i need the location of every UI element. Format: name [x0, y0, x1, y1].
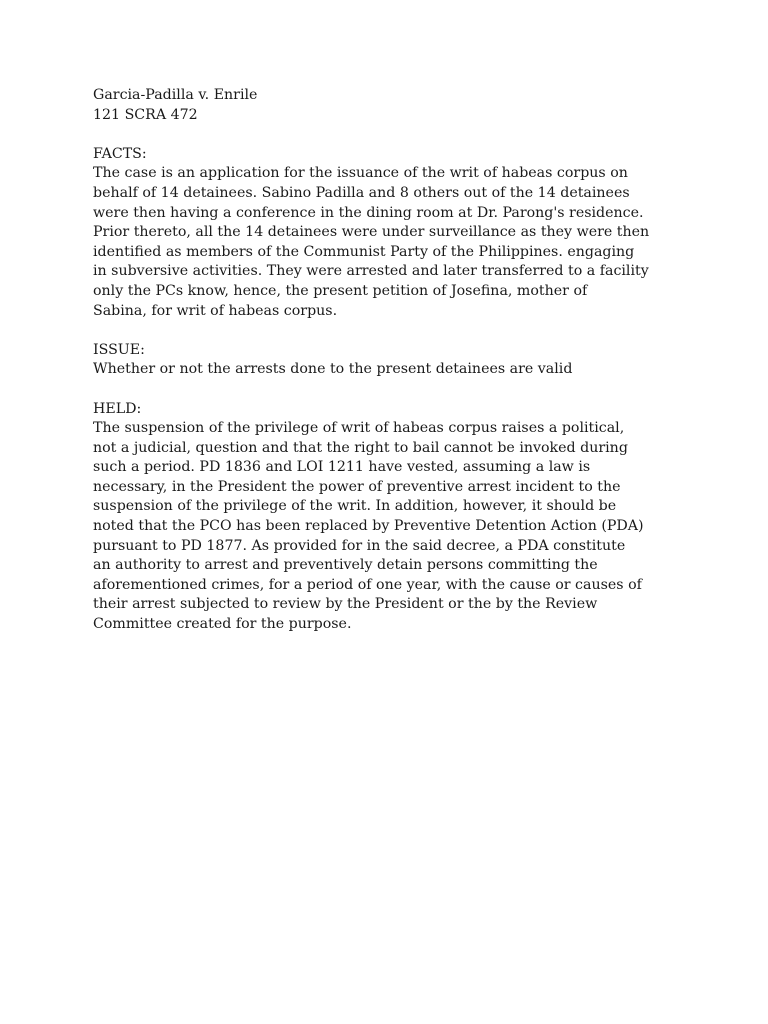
facts-line: in subversive activities. They were arrested and later transferred to a facility — [93, 263, 649, 280]
spacer — [93, 321, 683, 341]
held-paragraph — [93, 419, 683, 635]
held-line: necessary, in the President the power of preventive arrest incident to the — [93, 478, 621, 495]
facts-line: The case is an application for the issuance of the writ of habeas corpus on — [93, 165, 628, 182]
issue-paragraph — [93, 360, 683, 380]
facts-line: only the PCs know, hence, the present petition of Josefina, mother of — [93, 282, 588, 299]
facts-line: Prior thereto, all the 14 detainees were under surveillance as they were then — [93, 224, 650, 241]
held-line: pursuant to PD 1877. As provided for in the said decree, a PDA constitute — [93, 537, 626, 554]
held-line: noted that the PCO has been replaced by Preventive Detention Action (PDA) — [93, 518, 644, 535]
case-citation: 121 SCRA 472 — [93, 106, 198, 123]
held-line: suspension of the privilege of the writ. In addition, however, it should be — [93, 498, 617, 515]
facts-line: identified as members of the Communist Party of the Philippines. engaging — [93, 243, 635, 260]
held-line: their arrest subjected to review by the President or the by the Review — [93, 596, 598, 613]
spacer — [93, 125, 683, 145]
case-digest-document — [93, 86, 683, 635]
facts-line: Sabina, for writ of habeas corpus. — [93, 302, 338, 319]
facts-line: behalf of 14 detainees. Sabino Padilla and 8 others out of the 14 detainees — [93, 184, 630, 201]
spacer — [93, 380, 683, 400]
held-line: Committee created for the purpose. — [93, 616, 352, 633]
issue-line: Whether or not the arrests done to the present detainees are valid — [93, 361, 573, 378]
facts-heading: FACTS: — [93, 145, 147, 162]
held-line: an authority to arrest and preventively detain persons committing the — [93, 557, 598, 574]
held-line: aforementioned crimes, for a period of one year, with the cause or causes of — [93, 576, 642, 593]
held-heading: HELD: — [93, 400, 142, 417]
held-line: not a judicial, question and that the right to bail cannot be invoked during — [93, 439, 628, 456]
issue-heading: ISSUE: — [93, 341, 145, 358]
facts-line: were then having a conference in the dining room at Dr. Parong's residence. — [93, 204, 644, 221]
case-title: Garcia-Padilla v. Enrile — [93, 87, 258, 103]
held-line: The suspension of the privilege of writ of habeas corpus raises a political, — [93, 420, 625, 437]
facts-paragraph — [93, 164, 683, 321]
held-line: such a period. PD 1836 and LOI 1211 have vested, assuming a law is — [93, 459, 591, 476]
